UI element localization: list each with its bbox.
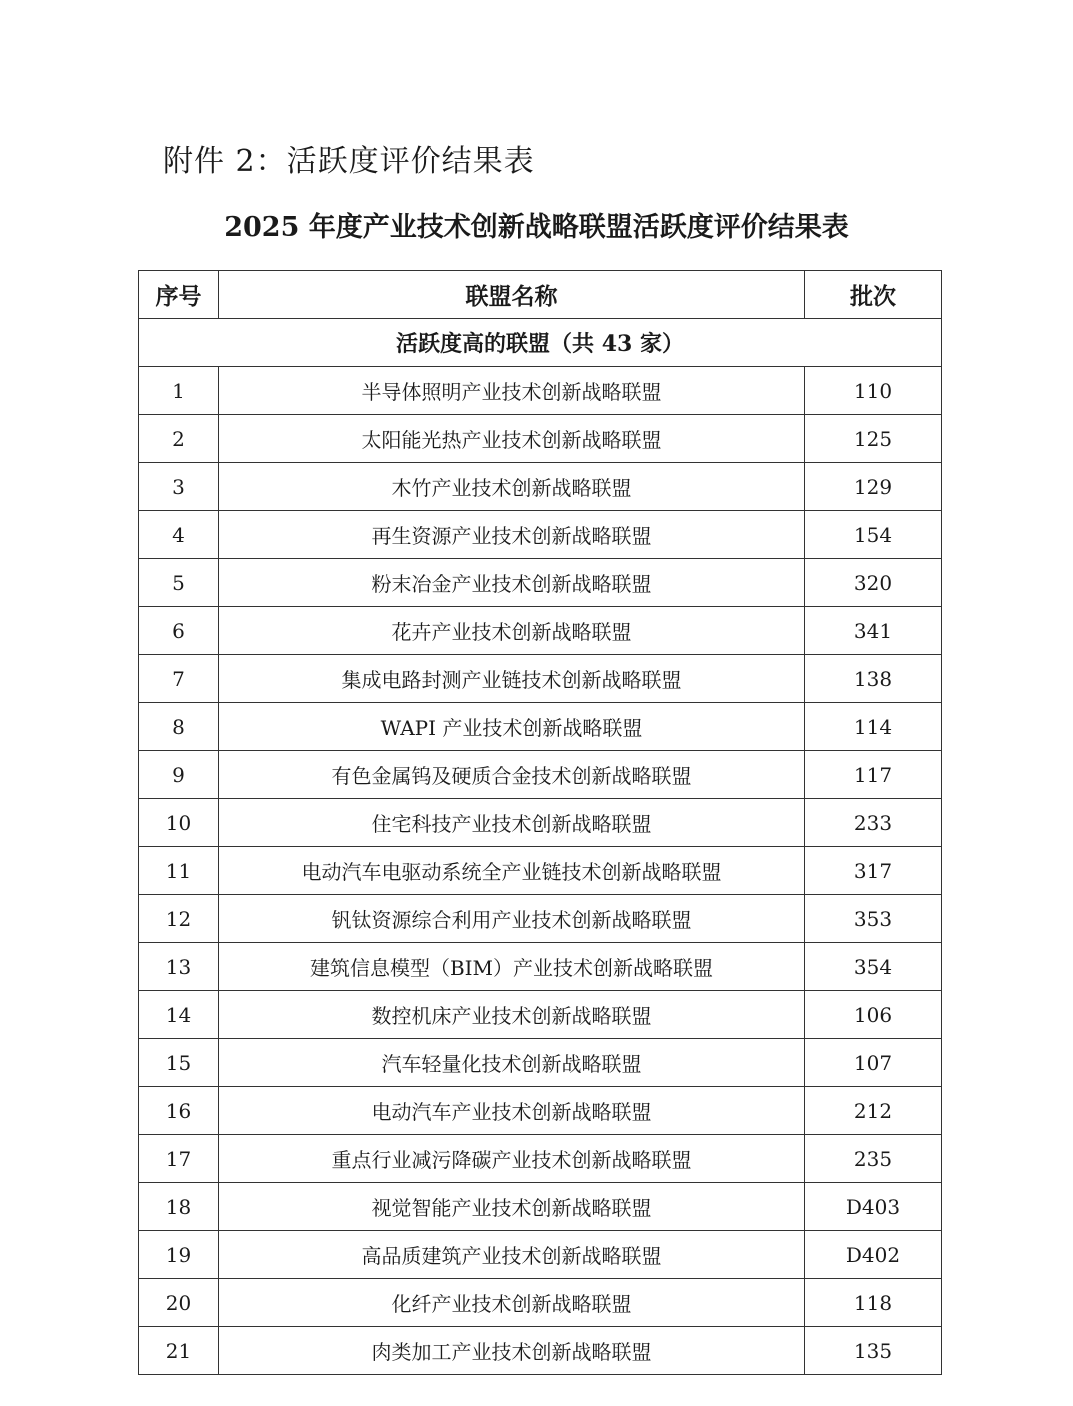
cell-no: 9 [139, 751, 219, 799]
cell-no: 8 [139, 703, 219, 751]
cell-name: 建筑信息模型（BIM）产业技术创新战略联盟 [219, 943, 805, 991]
cell-batch: 106 [805, 991, 942, 1039]
cell-no: 10 [139, 799, 219, 847]
cell-name: 有色金属钨及硬质合金技术创新战略联盟 [219, 751, 805, 799]
table-row [139, 943, 942, 991]
table-row [139, 655, 942, 703]
cell-batch: D403 [805, 1183, 942, 1231]
cell-batch: 114 [805, 703, 942, 751]
cell-no: 16 [139, 1087, 219, 1135]
cell-batch: 154 [805, 511, 942, 559]
cell-name: 钒钛资源综合利用产业技术创新战略联盟 [219, 895, 805, 943]
cell-name: 半导体照明产业技术创新战略联盟 [219, 367, 805, 415]
table-row [139, 559, 942, 607]
cell-batch: D402 [805, 1231, 942, 1279]
cell-no: 20 [139, 1279, 219, 1327]
cell-name: 粉末冶金产业技术创新战略联盟 [219, 559, 805, 607]
cell-no: 3 [139, 463, 219, 511]
results-table [138, 270, 942, 1375]
cell-batch: 317 [805, 847, 942, 895]
table-row [139, 751, 942, 799]
table-row [139, 847, 942, 895]
table-title: 2025 年度产业技术创新战略联盟活跃度评价结果表 [224, 212, 849, 243]
table-row [139, 1231, 942, 1279]
cell-name: 电动汽车产业技术创新战略联盟 [219, 1087, 805, 1135]
cell-batch: 353 [805, 895, 942, 943]
table-row [139, 1135, 942, 1183]
table-row [139, 991, 942, 1039]
cell-name: 再生资源产业技术创新战略联盟 [219, 511, 805, 559]
cell-batch: 235 [805, 1135, 942, 1183]
cell-batch: 107 [805, 1039, 942, 1087]
cell-batch: 354 [805, 943, 942, 991]
attachment-label: 附件 2：活跃度评价结果表 [163, 144, 535, 179]
cell-no: 2 [139, 415, 219, 463]
header-row [139, 271, 942, 319]
table-row [139, 1183, 942, 1231]
table-row [139, 1039, 942, 1087]
cell-name: 电动汽车电驱动系统全产业链技术创新战略联盟 [219, 847, 805, 895]
cell-name: 化纤产业技术创新战略联盟 [219, 1279, 805, 1327]
cell-name: 汽车轻量化技术创新战略联盟 [219, 1039, 805, 1087]
table-row [139, 367, 942, 415]
cell-name: 住宅科技产业技术创新战略联盟 [219, 799, 805, 847]
cell-batch: 233 [805, 799, 942, 847]
table-row [139, 463, 942, 511]
cell-no: 18 [139, 1183, 219, 1231]
cell-no: 21 [139, 1327, 219, 1375]
table-row [139, 415, 942, 463]
table-row [139, 607, 942, 655]
cell-name: 数控机床产业技术创新战略联盟 [219, 991, 805, 1039]
section-label: 活跃度高的联盟（共 43 家） [139, 319, 942, 367]
cell-no: 7 [139, 655, 219, 703]
cell-name: 肉类加工产业技术创新战略联盟 [219, 1327, 805, 1375]
cell-no: 17 [139, 1135, 219, 1183]
cell-batch: 212 [805, 1087, 942, 1135]
cell-name: 太阳能光热产业技术创新战略联盟 [219, 415, 805, 463]
cell-name: 集成电路封测产业链技术创新战略联盟 [219, 655, 805, 703]
cell-name: 视觉智能产业技术创新战略联盟 [219, 1183, 805, 1231]
table-row [139, 511, 942, 559]
header-no: 序号 [139, 271, 219, 319]
cell-batch: 135 [805, 1327, 942, 1375]
cell-batch: 125 [805, 415, 942, 463]
cell-batch: 341 [805, 607, 942, 655]
cell-no: 14 [139, 991, 219, 1039]
section-row [139, 319, 942, 367]
table-row [139, 703, 942, 751]
cell-no: 13 [139, 943, 219, 991]
cell-batch: 118 [805, 1279, 942, 1327]
cell-name: 高品质建筑产业技术创新战略联盟 [219, 1231, 805, 1279]
cell-name: 花卉产业技术创新战略联盟 [219, 607, 805, 655]
cell-name: 木竹产业技术创新战略联盟 [219, 463, 805, 511]
cell-no: 1 [139, 367, 219, 415]
cell-batch: 110 [805, 367, 942, 415]
table-row [139, 895, 942, 943]
table-row [139, 1279, 942, 1327]
table-row [139, 799, 942, 847]
table-row [139, 1087, 942, 1135]
cell-no: 4 [139, 511, 219, 559]
cell-no: 5 [139, 559, 219, 607]
cell-no: 6 [139, 607, 219, 655]
header-name: 联盟名称 [219, 271, 805, 319]
header-batch: 批次 [805, 271, 942, 319]
cell-no: 11 [139, 847, 219, 895]
cell-batch: 117 [805, 751, 942, 799]
cell-batch: 138 [805, 655, 942, 703]
table-row [139, 1327, 942, 1375]
cell-no: 19 [139, 1231, 219, 1279]
cell-no: 15 [139, 1039, 219, 1087]
cell-name: WAPI 产业技术创新战略联盟 [219, 703, 805, 751]
cell-no: 12 [139, 895, 219, 943]
cell-batch: 129 [805, 463, 942, 511]
cell-name: 重点行业减污降碳产业技术创新战略联盟 [219, 1135, 805, 1183]
cell-batch: 320 [805, 559, 942, 607]
